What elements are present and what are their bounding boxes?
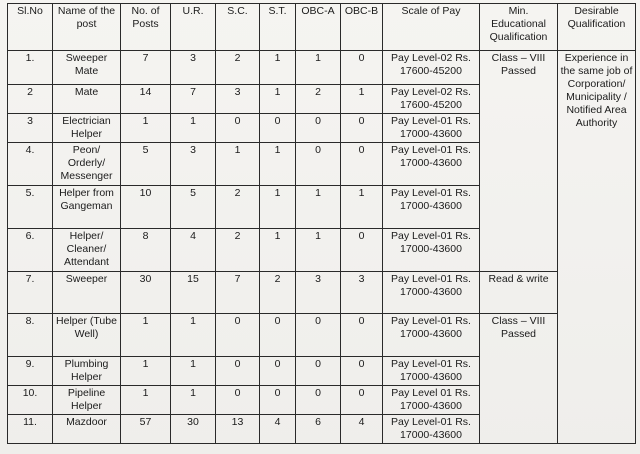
cell-slno: 8. — [8, 314, 53, 357]
cell-ur: 5 — [171, 186, 216, 229]
cell-obcb: 1 — [341, 186, 383, 229]
cell-slno: 4. — [8, 143, 53, 186]
scale-level: Pay Level-01 Rs. — [391, 115, 471, 127]
cell-obcb: 0 — [341, 357, 383, 386]
cell-slno: 7. — [8, 272, 53, 314]
cell-obca: 6 — [296, 415, 341, 444]
scale-range: 17600-45200 — [400, 99, 462, 111]
cell-sc: 7 — [216, 272, 260, 314]
header-obcb: OBC-B — [341, 4, 383, 51]
cell-posts: 7 — [121, 51, 171, 85]
cell-st: 0 — [260, 114, 296, 143]
scale-level: Pay Level-01 Rs. — [391, 273, 471, 285]
min-qual-text: Read & write — [488, 273, 549, 285]
cell-st: 4 — [260, 415, 296, 444]
cell-st: 1 — [260, 51, 296, 85]
cell-ur: 1 — [171, 114, 216, 143]
cell-sc: 2 — [216, 51, 260, 85]
cell-slno: 6. — [8, 229, 53, 272]
header-row — [8, 4, 636, 51]
cell-post-name: Peon/ Orderly/ Messenger — [53, 143, 121, 186]
scale-level: Pay Level-01 Rs. — [391, 187, 471, 199]
cell-obca: 0 — [296, 314, 341, 357]
cell-scale — [383, 51, 480, 85]
desirable-qual-text: Experience in the same job of Corporation/ Municipality / Notified Area Authority — [560, 52, 633, 129]
cell-obca: 0 — [296, 143, 341, 186]
cell-desirable-qual — [558, 51, 636, 444]
cell-obcb: 0 — [341, 114, 383, 143]
cell-scale — [383, 229, 480, 272]
cell-obcb: 0 — [341, 51, 383, 85]
cell-post-name: Electrician Helper — [53, 114, 121, 143]
cell-posts: 8 — [121, 229, 171, 272]
cell-post-name: Plumbing Helper — [53, 357, 121, 386]
scale-level: Pay Level-01 Rs. — [391, 144, 471, 156]
cell-sc: 0 — [216, 314, 260, 357]
scale-range: 17000-43600 — [400, 157, 462, 169]
cell-scale — [383, 143, 480, 186]
cell-st: 0 — [260, 386, 296, 415]
cell-scale — [383, 272, 480, 314]
cell-obcb: 3 — [341, 272, 383, 314]
cell-ur: 1 — [171, 386, 216, 415]
cell-st: 0 — [260, 357, 296, 386]
cell-sc: 2 — [216, 229, 260, 272]
cell-st: 1 — [260, 186, 296, 229]
cell-sc: 0 — [216, 357, 260, 386]
header-posts: No. of Posts — [121, 4, 171, 51]
scale-level: Pay Level-01 Rs. — [391, 230, 471, 242]
cell-st: 1 — [260, 229, 296, 272]
header-scale: Scale of Pay — [383, 4, 480, 51]
cell-sc: 0 — [216, 386, 260, 415]
cell-ur: 1 — [171, 314, 216, 357]
scale-level: Pay Level-01 Rs. — [391, 416, 471, 428]
cell-posts: 1 — [121, 314, 171, 357]
cell-slno: 11. — [8, 415, 53, 444]
cell-sc: 13 — [216, 415, 260, 444]
scale-range: 17000-43600 — [400, 328, 462, 340]
cell-obca: 1 — [296, 229, 341, 272]
cell-slno: 3 — [8, 114, 53, 143]
scale-range: 17000-43600 — [400, 128, 462, 140]
cell-posts: 1 — [121, 114, 171, 143]
min-qual-text: Class – VIII Passed — [491, 315, 546, 340]
scale-range: 17000-43600 — [400, 429, 462, 441]
cell-posts: 10 — [121, 186, 171, 229]
cell-sc: 2 — [216, 186, 260, 229]
scale-level: Pay Level-02 Rs. — [391, 52, 471, 64]
cell-scale — [383, 357, 480, 386]
cell-posts: 1 — [121, 386, 171, 415]
table-row — [8, 272, 636, 314]
cell-posts: 14 — [121, 85, 171, 114]
cell-post-name: Pipeline Helper — [53, 386, 121, 415]
cell-min-qual-group3 — [480, 314, 558, 444]
header-slno: Sl.No — [8, 4, 53, 51]
cell-slno: 10. — [8, 386, 53, 415]
scale-range: 17600-45200 — [400, 65, 462, 77]
scale-level: Pay Level-01 Rs. — [391, 315, 471, 327]
cell-post-name: Mazdoor — [53, 415, 121, 444]
cell-ur: 4 — [171, 229, 216, 272]
cell-obcb: 4 — [341, 415, 383, 444]
cell-slno: 2 — [8, 85, 53, 114]
table-row — [8, 314, 636, 357]
cell-obcb: 1 — [341, 85, 383, 114]
cell-st: 1 — [260, 85, 296, 114]
cell-sc: 3 — [216, 85, 260, 114]
cell-scale — [383, 85, 480, 114]
header-obca: OBC-A — [296, 4, 341, 51]
cell-obcb: 0 — [341, 314, 383, 357]
cell-posts: 5 — [121, 143, 171, 186]
scale-level: Pay Level-02 Rs. — [391, 86, 471, 98]
cell-st: 1 — [260, 143, 296, 186]
cell-post-name: Helper/ Cleaner/ Attendant — [53, 229, 121, 272]
cell-ur: 3 — [171, 143, 216, 186]
posts-table — [7, 3, 636, 444]
cell-posts: 57 — [121, 415, 171, 444]
cell-slno: 9. — [8, 357, 53, 386]
header-desirable-qual: Desirable Qualification — [558, 4, 636, 51]
cell-ur: 30 — [171, 415, 216, 444]
scale-level: Pay Level 01 Rs. — [391, 387, 471, 399]
cell-min-qual-group1 — [480, 51, 558, 272]
cell-obca: 2 — [296, 85, 341, 114]
header-ur: U.R. — [171, 4, 216, 51]
scale-range: 17000-43600 — [400, 286, 462, 298]
min-qual-text: Class – VIII Passed — [491, 52, 546, 77]
cell-ur: 3 — [171, 51, 216, 85]
scale-range: 17000-43600 — [400, 243, 462, 255]
cell-sc: 0 — [216, 114, 260, 143]
cell-st: 2 — [260, 272, 296, 314]
cell-st: 0 — [260, 314, 296, 357]
scale-range: 17000-43600 — [400, 400, 462, 412]
table-row — [8, 51, 636, 85]
scale-range: 17000-43600 — [400, 200, 462, 212]
header-st: S.T. — [260, 4, 296, 51]
cell-scale — [383, 114, 480, 143]
cell-posts: 1 — [121, 357, 171, 386]
cell-obca: 1 — [296, 186, 341, 229]
cell-obca: 1 — [296, 51, 341, 85]
cell-post-name: Helper (Tube Well) — [53, 314, 121, 357]
cell-min-qual-group2 — [480, 272, 558, 314]
cell-obca: 0 — [296, 114, 341, 143]
cell-posts: 30 — [121, 272, 171, 314]
cell-slno: 5. — [8, 186, 53, 229]
cell-obca: 3 — [296, 272, 341, 314]
scale-range: 17000-43600 — [400, 371, 462, 383]
cell-ur: 15 — [171, 272, 216, 314]
cell-scale — [383, 186, 480, 229]
header-min-qual: Min. Educational Qualification — [480, 4, 558, 51]
cell-obca: 0 — [296, 357, 341, 386]
cell-scale — [383, 314, 480, 357]
cell-post-name: Mate — [53, 85, 121, 114]
cell-ur: 1 — [171, 357, 216, 386]
header-name: Name of the post — [53, 4, 121, 51]
cell-post-name: Helper from Gangeman — [53, 186, 121, 229]
cell-obca: 0 — [296, 386, 341, 415]
cell-slno: 1. — [8, 51, 53, 85]
cell-post-name: Sweeper Mate — [53, 51, 121, 85]
cell-obcb: 0 — [341, 143, 383, 186]
cell-obcb: 0 — [341, 229, 383, 272]
cell-sc: 1 — [216, 143, 260, 186]
cell-scale — [383, 386, 480, 415]
cell-scale — [383, 415, 480, 444]
cell-post-name: Sweeper — [53, 272, 121, 314]
cell-obcb: 0 — [341, 386, 383, 415]
cell-ur: 7 — [171, 85, 216, 114]
scale-level: Pay Level-01 Rs. — [391, 358, 471, 370]
header-sc: S.C. — [216, 4, 260, 51]
